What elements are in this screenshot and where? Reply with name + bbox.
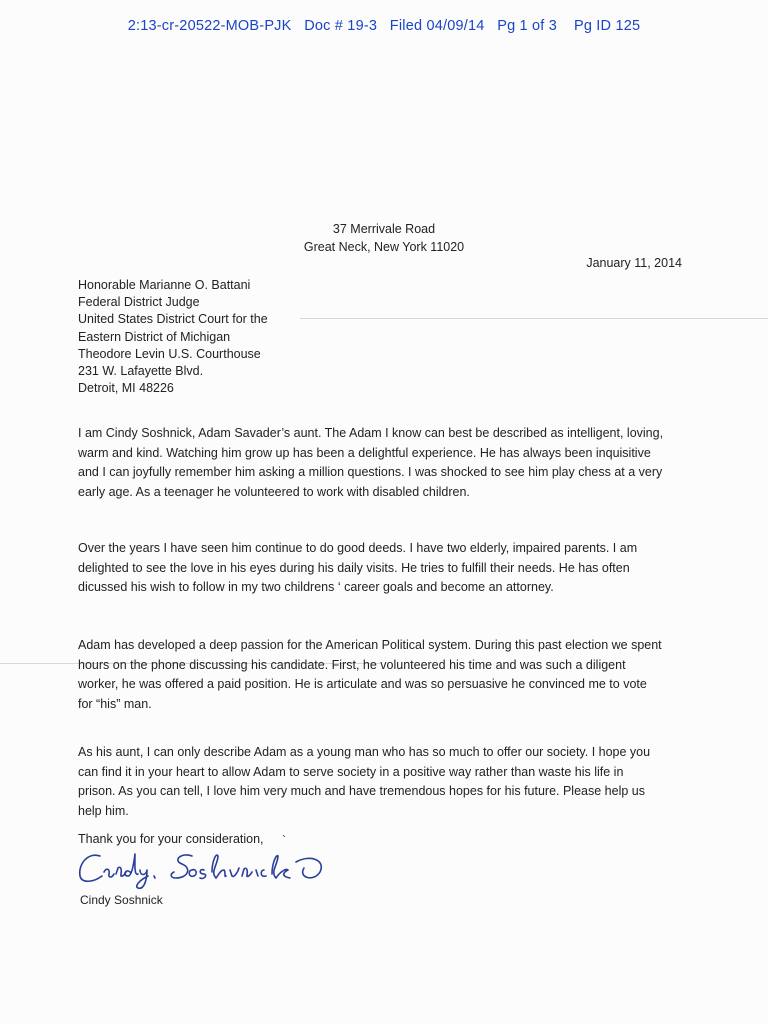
paragraph-line: hours on the phone discussing his candidate. First, he volunteered his time and was such a diligent <box>78 657 626 672</box>
recipient-line: Honorable Marianne O. Battani <box>78 278 251 292</box>
body-paragraph <box>78 636 698 714</box>
paragraph-line: prison. As you can tell, I love him very much and have tremendous hopes for his future. Please help us <box>78 784 645 798</box>
signer-name: Cindy Soshnick <box>80 893 163 907</box>
paragraph-line: early age. As a teenager he volunteered to work with disabled children. <box>78 484 470 499</box>
stray-mark: ` <box>282 833 286 847</box>
paragraph-line: Adam has developed a deep passion for the American Political system. During this past election we spent <box>78 638 662 652</box>
body-paragraph <box>78 424 698 502</box>
paragraph-line: and I can joyfully remember him asking a million questions. I was shocked to see him play chess at a very <box>78 465 663 479</box>
paragraph-line: help him. <box>78 803 129 818</box>
paragraph-line: warm and kind. Watching him grow up has been a delightful experience. He has always been inquisitive <box>78 445 651 460</box>
recipient-line: Federal District Judge <box>78 295 200 310</box>
recipient-line: United States District Court for the <box>78 312 268 327</box>
recipient-line: Theodore Levin U.S. Courthouse <box>78 346 261 361</box>
address-line: 37 Merrivale Road <box>332 222 436 236</box>
paragraph-line: dicussed his wish to follow in my two childrens ‘ career goals and become an attorney. <box>78 580 554 594</box>
body-paragraph <box>78 539 698 598</box>
address-line: Great Neck, New York 11020 <box>303 240 465 254</box>
sender-address <box>0 220 768 256</box>
paragraph-line: can find it in your heart to allow Adam to serve society in a positive way rather than waste his life in <box>78 764 624 779</box>
recipient-line: 231 W. Lafayette Blvd. <box>78 364 204 379</box>
paragraph-line: As his aunt, I can only describe Adam as a young man who has so much to offer our society. I hope you <box>78 745 651 759</box>
court-filing-header: 2:13-cr-20522-MOB-PJK Doc # 19-3 Filed 04/09/14 Pg 1 of 3 Pg ID 125 <box>127 18 641 34</box>
closing-line: Thank you for your consideration, <box>78 832 264 846</box>
paragraph-line: I am Cindy Soshnick, Adam Savader’s aunt. The Adam I know can best be described as intelligent, loving, <box>78 426 664 440</box>
paragraph-line: delighted to see the love in his eyes during his daily visits. He tries to fulfill their needs. He has often <box>78 560 630 575</box>
letter-date: January 11, 2014 <box>586 256 682 270</box>
recipient-line: Eastern District of Michigan <box>78 329 231 344</box>
paper-fold-line <box>300 318 768 319</box>
body-paragraph <box>78 743 698 821</box>
paragraph-line: worker, he was offered a paid position. He is articulate and was so persuasive he convinced me to vote <box>78 677 647 691</box>
recipient-line: Detroit, MI 48226 <box>78 381 174 396</box>
paragraph-line: for “his” man. <box>78 696 152 711</box>
handwritten-signature <box>74 842 344 892</box>
recipient-block <box>78 277 268 397</box>
paragraph-line: Over the years I have seen him continue to do good deeds. I have two elderly, impaired parents. I am <box>78 541 638 555</box>
